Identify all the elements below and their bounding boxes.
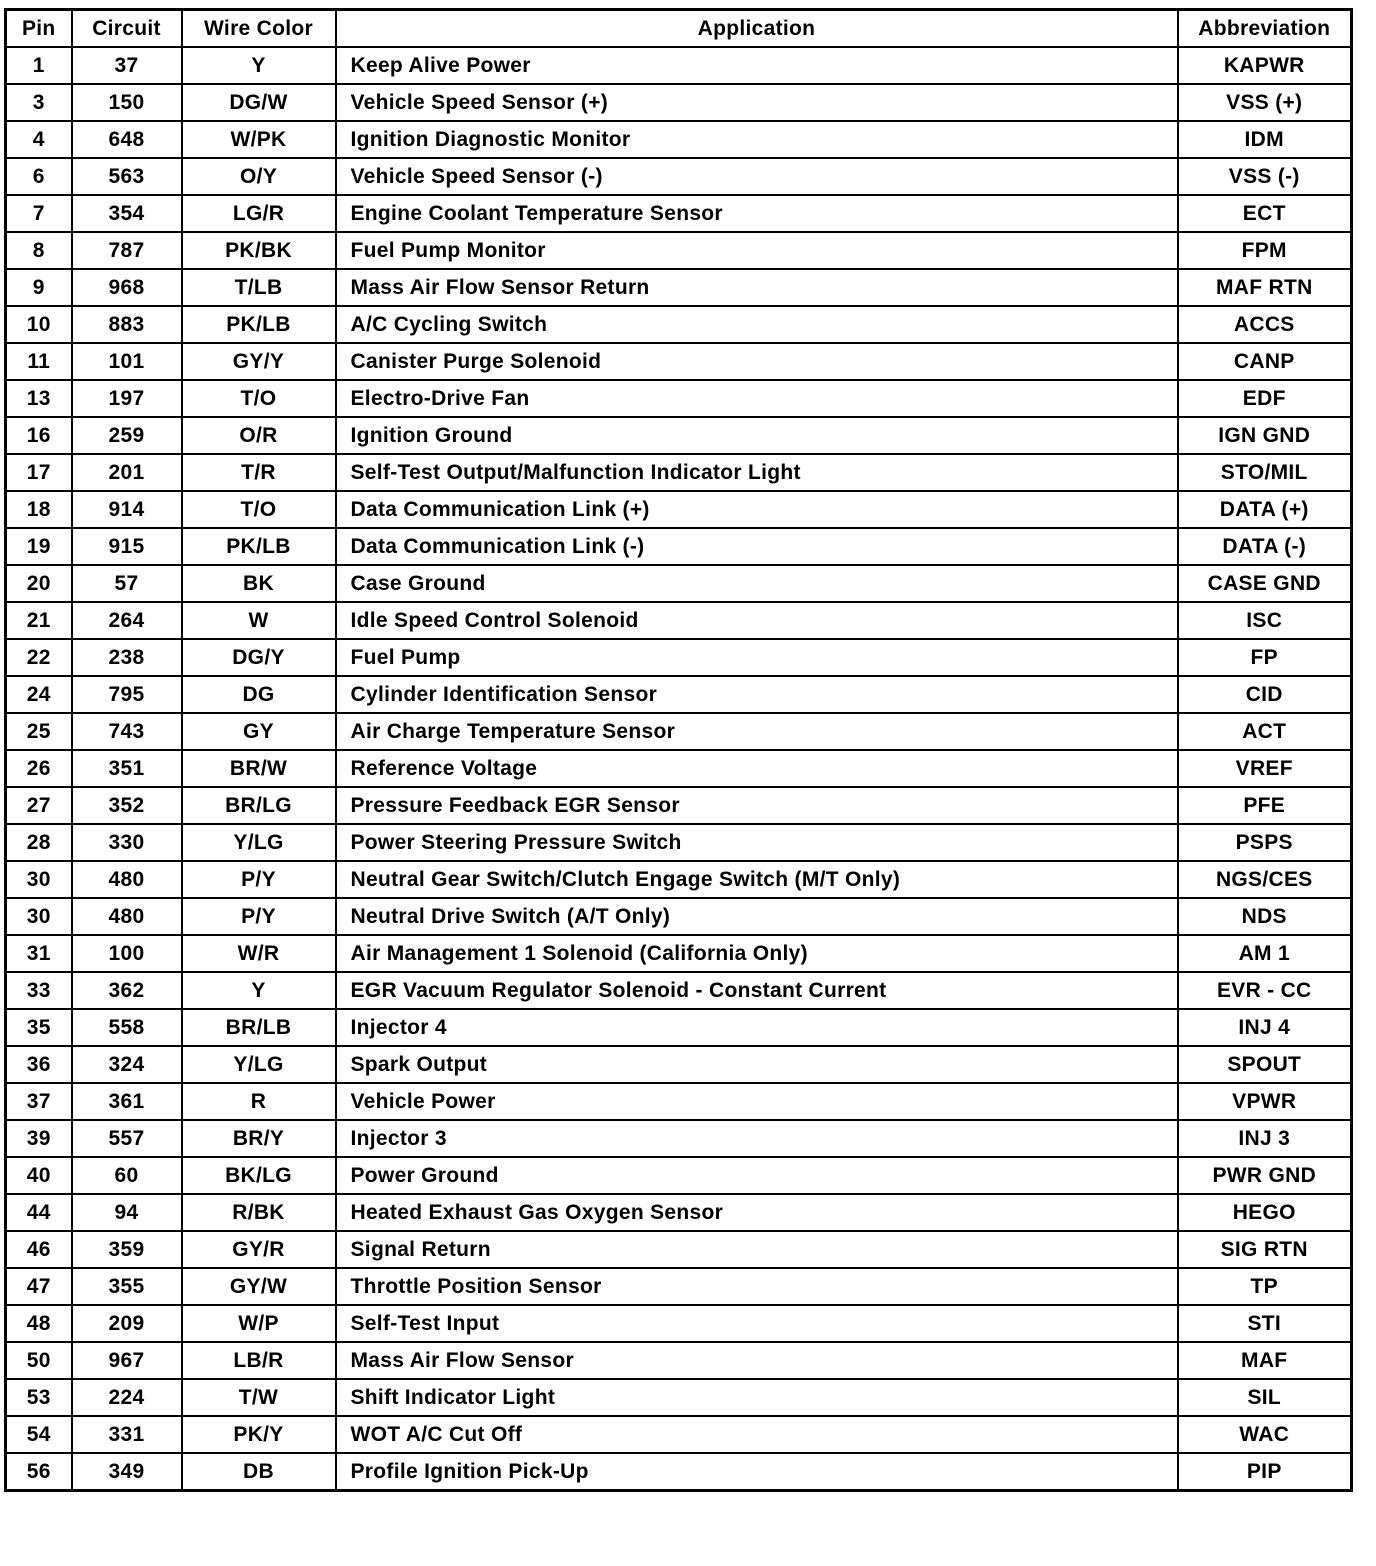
circuit-cell: 101 [72, 343, 182, 380]
wire-color-cell: DG [182, 676, 336, 713]
wire-color-cell: W [182, 602, 336, 639]
wire-color-cell: W/R [182, 935, 336, 972]
abbreviation-cell: PIP [1178, 1453, 1352, 1491]
pin-cell: 40 [6, 1157, 72, 1194]
application-cell: Data Communication Link (+) [336, 491, 1178, 528]
table-row [6, 47, 1352, 84]
wire-color-cell: T/LB [182, 269, 336, 306]
application-cell: WOT A/C Cut Off [336, 1416, 1178, 1453]
circuit-cell: 795 [72, 676, 182, 713]
table-row [6, 1416, 1352, 1453]
circuit-cell: 362 [72, 972, 182, 1009]
wire-color-cell: BR/LG [182, 787, 336, 824]
circuit-cell: 352 [72, 787, 182, 824]
table-row [6, 380, 1352, 417]
application-cell: Keep Alive Power [336, 47, 1178, 84]
pin-cell: 36 [6, 1046, 72, 1083]
wire-color-cell: W/P [182, 1305, 336, 1342]
application-cell: Case Ground [336, 565, 1178, 602]
pin-cell: 56 [6, 1453, 72, 1491]
pin-cell: 35 [6, 1009, 72, 1046]
circuit-cell: 914 [72, 491, 182, 528]
header-circuit: Circuit [72, 10, 182, 48]
abbreviation-cell: STO/MIL [1178, 454, 1352, 491]
application-cell: Self-Test Input [336, 1305, 1178, 1342]
wire-color-cell: O/Y [182, 158, 336, 195]
abbreviation-cell: AM 1 [1178, 935, 1352, 972]
application-cell: Injector 4 [336, 1009, 1178, 1046]
circuit-cell: 883 [72, 306, 182, 343]
abbreviation-cell: FPM [1178, 232, 1352, 269]
table-row [6, 676, 1352, 713]
table-row [6, 1194, 1352, 1231]
pin-cell: 30 [6, 861, 72, 898]
wire-color-cell: P/Y [182, 898, 336, 935]
table-row [6, 565, 1352, 602]
abbreviation-cell: NGS/CES [1178, 861, 1352, 898]
circuit-cell: 354 [72, 195, 182, 232]
pin-cell: 3 [6, 84, 72, 121]
table-row [6, 1120, 1352, 1157]
wire-color-cell: GY [182, 713, 336, 750]
application-cell: Spark Output [336, 1046, 1178, 1083]
circuit-cell: 60 [72, 1157, 182, 1194]
abbreviation-cell: VSS (-) [1178, 158, 1352, 195]
application-cell: Mass Air Flow Sensor [336, 1342, 1178, 1379]
abbreviation-cell: ACCS [1178, 306, 1352, 343]
wire-color-cell: T/W [182, 1379, 336, 1416]
abbreviation-cell: INJ 4 [1178, 1009, 1352, 1046]
application-cell: Signal Return [336, 1231, 1178, 1268]
table-row [6, 824, 1352, 861]
header-wire-color: Wire Color [182, 10, 336, 48]
abbreviation-cell: DATA (-) [1178, 528, 1352, 565]
table-row [6, 1268, 1352, 1305]
header-row [6, 10, 1352, 48]
abbreviation-cell: ISC [1178, 602, 1352, 639]
pin-cell: 28 [6, 824, 72, 861]
table-row [6, 528, 1352, 565]
abbreviation-cell: VPWR [1178, 1083, 1352, 1120]
pin-cell: 4 [6, 121, 72, 158]
pin-cell: 39 [6, 1120, 72, 1157]
circuit-cell: 349 [72, 1453, 182, 1491]
application-cell: Engine Coolant Temperature Sensor [336, 195, 1178, 232]
circuit-cell: 150 [72, 84, 182, 121]
pinout-sheet [4, 8, 1350, 1492]
table-row [6, 1046, 1352, 1083]
pin-cell: 19 [6, 528, 72, 565]
pin-cell: 18 [6, 491, 72, 528]
abbreviation-cell: HEGO [1178, 1194, 1352, 1231]
wire-color-cell: GY/R [182, 1231, 336, 1268]
pin-cell: 16 [6, 417, 72, 454]
circuit-cell: 224 [72, 1379, 182, 1416]
circuit-cell: 201 [72, 454, 182, 491]
application-cell: Throttle Position Sensor [336, 1268, 1178, 1305]
table-row [6, 1305, 1352, 1342]
pin-cell: 11 [6, 343, 72, 380]
circuit-cell: 563 [72, 158, 182, 195]
abbreviation-cell: KAPWR [1178, 47, 1352, 84]
application-cell: Injector 3 [336, 1120, 1178, 1157]
application-cell: Vehicle Speed Sensor (-) [336, 158, 1178, 195]
wire-color-cell: DG/W [182, 84, 336, 121]
circuit-cell: 331 [72, 1416, 182, 1453]
circuit-cell: 330 [72, 824, 182, 861]
circuit-cell: 324 [72, 1046, 182, 1083]
pin-cell: 17 [6, 454, 72, 491]
abbreviation-cell: PSPS [1178, 824, 1352, 861]
pin-cell: 31 [6, 935, 72, 972]
application-cell: Heated Exhaust Gas Oxygen Sensor [336, 1194, 1178, 1231]
pin-cell: 25 [6, 713, 72, 750]
application-cell: Fuel Pump Monitor [336, 232, 1178, 269]
pin-cell: 30 [6, 898, 72, 935]
wire-color-cell: LB/R [182, 1342, 336, 1379]
pin-cell: 54 [6, 1416, 72, 1453]
table-row [6, 1009, 1352, 1046]
abbreviation-cell: CANP [1178, 343, 1352, 380]
pinout-table [4, 8, 1353, 1492]
abbreviation-cell: IDM [1178, 121, 1352, 158]
application-cell: Ignition Diagnostic Monitor [336, 121, 1178, 158]
application-cell: Shift Indicator Light [336, 1379, 1178, 1416]
wire-color-cell: T/R [182, 454, 336, 491]
pin-cell: 47 [6, 1268, 72, 1305]
pin-cell: 37 [6, 1083, 72, 1120]
pin-cell: 53 [6, 1379, 72, 1416]
circuit-cell: 94 [72, 1194, 182, 1231]
application-cell: Neutral Gear Switch/Clutch Engage Switch (M/T Only) [336, 861, 1178, 898]
pin-cell: 46 [6, 1231, 72, 1268]
wire-color-cell: PK/LB [182, 306, 336, 343]
wire-color-cell: BR/Y [182, 1120, 336, 1157]
wire-color-cell: Y/LG [182, 1046, 336, 1083]
wire-color-cell: W/PK [182, 121, 336, 158]
abbreviation-cell: DATA (+) [1178, 491, 1352, 528]
circuit-cell: 968 [72, 269, 182, 306]
application-cell: Power Steering Pressure Switch [336, 824, 1178, 861]
abbreviation-cell: MAF RTN [1178, 269, 1352, 306]
application-cell: Fuel Pump [336, 639, 1178, 676]
pin-cell: 6 [6, 158, 72, 195]
table-row [6, 195, 1352, 232]
circuit-cell: 351 [72, 750, 182, 787]
abbreviation-cell: CID [1178, 676, 1352, 713]
application-cell: EGR Vacuum Regulator Solenoid - Constant Current [336, 972, 1178, 1009]
table-row [6, 750, 1352, 787]
circuit-cell: 264 [72, 602, 182, 639]
wire-color-cell: BK/LG [182, 1157, 336, 1194]
abbreviation-cell: MAF [1178, 1342, 1352, 1379]
table-row [6, 491, 1352, 528]
wire-color-cell: PK/Y [182, 1416, 336, 1453]
circuit-cell: 359 [72, 1231, 182, 1268]
pin-cell: 33 [6, 972, 72, 1009]
wire-color-cell: Y [182, 972, 336, 1009]
pin-cell: 7 [6, 195, 72, 232]
abbreviation-cell: PFE [1178, 787, 1352, 824]
wire-color-cell: R/BK [182, 1194, 336, 1231]
circuit-cell: 480 [72, 898, 182, 935]
abbreviation-cell: WAC [1178, 1416, 1352, 1453]
abbreviation-cell: CASE GND [1178, 565, 1352, 602]
pin-cell: 8 [6, 232, 72, 269]
circuit-cell: 361 [72, 1083, 182, 1120]
pin-cell: 9 [6, 269, 72, 306]
application-cell: Power Ground [336, 1157, 1178, 1194]
pin-cell: 1 [6, 47, 72, 84]
table-row [6, 787, 1352, 824]
wire-color-cell: GY/W [182, 1268, 336, 1305]
pin-cell: 44 [6, 1194, 72, 1231]
table-row [6, 343, 1352, 380]
circuit-cell: 355 [72, 1268, 182, 1305]
application-cell: Cylinder Identification Sensor [336, 676, 1178, 713]
pinout-body [6, 47, 1352, 1491]
application-cell: Vehicle Power [336, 1083, 1178, 1120]
wire-color-cell: PK/BK [182, 232, 336, 269]
table-row [6, 972, 1352, 1009]
header-pin: Pin [6, 10, 72, 48]
abbreviation-cell: SIL [1178, 1379, 1352, 1416]
circuit-cell: 743 [72, 713, 182, 750]
wire-color-cell: T/O [182, 380, 336, 417]
application-cell: Mass Air Flow Sensor Return [336, 269, 1178, 306]
abbreviation-cell: PWR GND [1178, 1157, 1352, 1194]
circuit-cell: 197 [72, 380, 182, 417]
table-row [6, 861, 1352, 898]
application-cell: Air Charge Temperature Sensor [336, 713, 1178, 750]
application-cell: Data Communication Link (-) [336, 528, 1178, 565]
table-row [6, 1453, 1352, 1491]
abbreviation-cell: SPOUT [1178, 1046, 1352, 1083]
wire-color-cell: T/O [182, 491, 336, 528]
wire-color-cell: LG/R [182, 195, 336, 232]
table-row [6, 898, 1352, 935]
wire-color-cell: PK/LB [182, 528, 336, 565]
circuit-cell: 259 [72, 417, 182, 454]
application-cell: Vehicle Speed Sensor (+) [336, 84, 1178, 121]
circuit-cell: 480 [72, 861, 182, 898]
pin-cell: 21 [6, 602, 72, 639]
pin-cell: 48 [6, 1305, 72, 1342]
circuit-cell: 238 [72, 639, 182, 676]
table-row [6, 417, 1352, 454]
application-cell: Air Management 1 Solenoid (California Only) [336, 935, 1178, 972]
abbreviation-cell: ECT [1178, 195, 1352, 232]
pin-cell: 26 [6, 750, 72, 787]
wire-color-cell: BR/LB [182, 1009, 336, 1046]
wire-color-cell: DG/Y [182, 639, 336, 676]
pin-cell: 20 [6, 565, 72, 602]
circuit-cell: 648 [72, 121, 182, 158]
table-row [6, 269, 1352, 306]
circuit-cell: 100 [72, 935, 182, 972]
circuit-cell: 967 [72, 1342, 182, 1379]
wire-color-cell: Y/LG [182, 824, 336, 861]
header-application: Application [336, 10, 1178, 48]
pin-cell: 50 [6, 1342, 72, 1379]
abbreviation-cell: VSS (+) [1178, 84, 1352, 121]
abbreviation-cell: IGN GND [1178, 417, 1352, 454]
table-row [6, 121, 1352, 158]
abbreviation-cell: INJ 3 [1178, 1120, 1352, 1157]
wire-color-cell: P/Y [182, 861, 336, 898]
table-row [6, 306, 1352, 343]
pin-cell: 24 [6, 676, 72, 713]
table-row [6, 935, 1352, 972]
table-row [6, 84, 1352, 121]
wire-color-cell: BK [182, 565, 336, 602]
abbreviation-cell: TP [1178, 1268, 1352, 1305]
wire-color-cell: BR/W [182, 750, 336, 787]
pin-cell: 27 [6, 787, 72, 824]
pin-cell: 10 [6, 306, 72, 343]
table-row [6, 602, 1352, 639]
circuit-cell: 558 [72, 1009, 182, 1046]
abbreviation-cell: EVR - CC [1178, 972, 1352, 1009]
wire-color-cell: Y [182, 47, 336, 84]
circuit-cell: 787 [72, 232, 182, 269]
table-row [6, 713, 1352, 750]
wire-color-cell: DB [182, 1453, 336, 1491]
application-cell: Ignition Ground [336, 417, 1178, 454]
table-row [6, 158, 1352, 195]
circuit-cell: 209 [72, 1305, 182, 1342]
abbreviation-cell: ACT [1178, 713, 1352, 750]
table-row [6, 1231, 1352, 1268]
application-cell: Idle Speed Control Solenoid [336, 602, 1178, 639]
table-row [6, 1083, 1352, 1120]
header-abbreviation: Abbreviation [1178, 10, 1352, 48]
table-row [6, 639, 1352, 676]
table-row [6, 1157, 1352, 1194]
abbreviation-cell: NDS [1178, 898, 1352, 935]
pin-cell: 13 [6, 380, 72, 417]
abbreviation-cell: VREF [1178, 750, 1352, 787]
table-row [6, 454, 1352, 491]
table-row [6, 1342, 1352, 1379]
application-cell: Canister Purge Solenoid [336, 343, 1178, 380]
application-cell: Electro-Drive Fan [336, 380, 1178, 417]
wire-color-cell: O/R [182, 417, 336, 454]
application-cell: Pressure Feedback EGR Sensor [336, 787, 1178, 824]
abbreviation-cell: STI [1178, 1305, 1352, 1342]
pin-cell: 22 [6, 639, 72, 676]
abbreviation-cell: FP [1178, 639, 1352, 676]
application-cell: Profile Ignition Pick-Up [336, 1453, 1178, 1491]
application-cell: Reference Voltage [336, 750, 1178, 787]
table-row [6, 1379, 1352, 1416]
wire-color-cell: R [182, 1083, 336, 1120]
application-cell: A/C Cycling Switch [336, 306, 1178, 343]
wire-color-cell: GY/Y [182, 343, 336, 380]
circuit-cell: 557 [72, 1120, 182, 1157]
circuit-cell: 915 [72, 528, 182, 565]
circuit-cell: 57 [72, 565, 182, 602]
table-row [6, 232, 1352, 269]
abbreviation-cell: SIG RTN [1178, 1231, 1352, 1268]
application-cell: Self-Test Output/Malfunction Indicator Light [336, 454, 1178, 491]
circuit-cell: 37 [72, 47, 182, 84]
application-cell: Neutral Drive Switch (A/T Only) [336, 898, 1178, 935]
abbreviation-cell: EDF [1178, 380, 1352, 417]
